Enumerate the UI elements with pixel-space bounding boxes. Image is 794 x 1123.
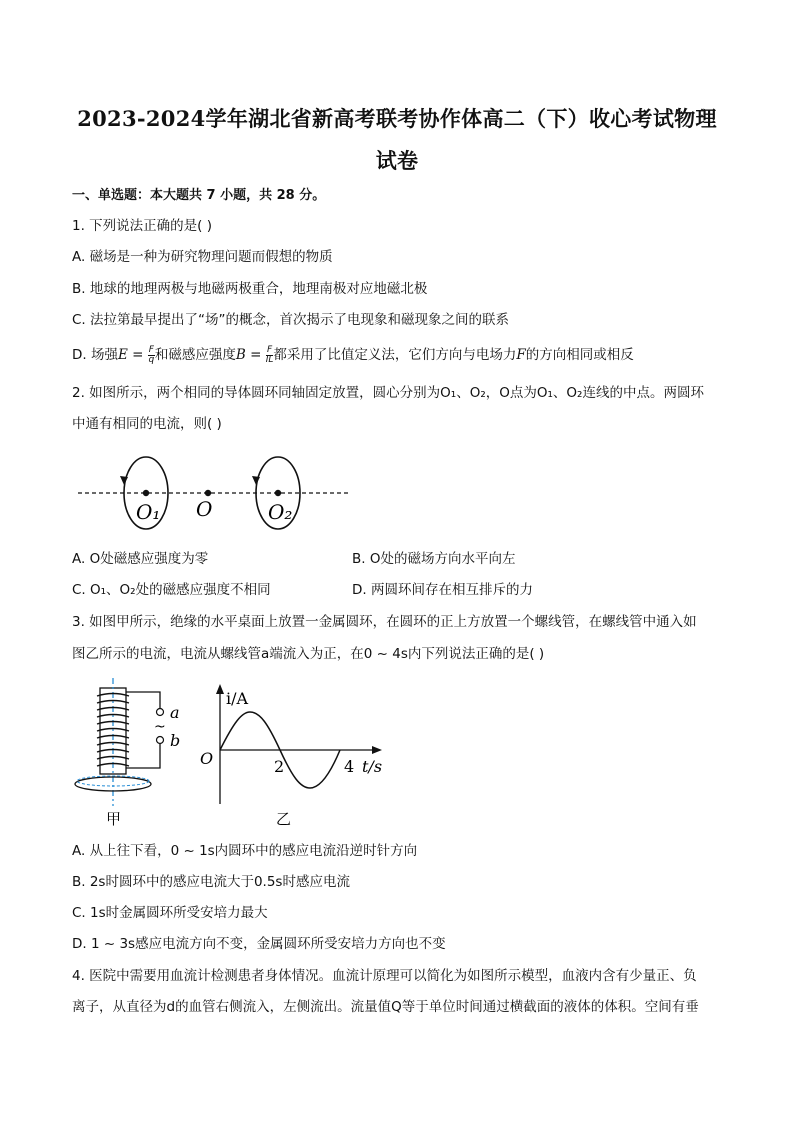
q1-d-e-symbol: E = bbox=[117, 347, 148, 363]
q1-d-e-denominator: q bbox=[148, 354, 155, 365]
q2-option-d: D. 两圆环间存在相互排斥的力 bbox=[352, 582, 533, 598]
q3-graph-tick-4: 4 bbox=[344, 757, 355, 776]
q4-stem-line2: 离子，从直径为d的血管右侧流入，左侧流出。流量值Q等于单位时间通过横截面的液体的体积。空间有垂 bbox=[72, 999, 699, 1015]
q3-stem-line2: 图乙所示的电流，电流从螺线管a端流入为正，在0 ~ 4s内下列说法正确的是( ) bbox=[72, 646, 545, 662]
q1-option-d bbox=[72, 345, 634, 365]
q3-terminal-a bbox=[157, 709, 164, 716]
q2-option-c: C. O₁、O₂处的磁感应强度不相同 bbox=[72, 582, 271, 598]
q1-option-b: B. 地球的地理两极与地磁两极重合，地理南极对应地磁北极 bbox=[72, 281, 428, 297]
q3-stem-line1: 3. 如图甲所示，绝缘的水平桌面上放置一金属圆环，在圆环的正上方放置一个螺线管，在螺线管中通入如 bbox=[72, 614, 697, 630]
q2-label-o: O bbox=[196, 497, 213, 521]
q2-option-a: A. O处磁感应强度为零 bbox=[72, 551, 209, 567]
q3-solenoid-figure-jia bbox=[70, 678, 200, 830]
q3-lead-wire-b bbox=[126, 744, 160, 768]
q1-d-prefix: D. 场强 bbox=[72, 347, 118, 363]
q2-ring-1-current-arrow-icon bbox=[120, 476, 128, 485]
q3-graph-xlabel: t/s bbox=[362, 757, 383, 776]
q1-d-b-denominator: IL bbox=[265, 354, 274, 365]
q3-label-b: b bbox=[170, 731, 181, 750]
q1-d-e-numerator: F bbox=[148, 344, 154, 355]
q1-option-a: A. 磁场是一种为研究物理问题而假想的物质 bbox=[72, 249, 333, 265]
q1-d-e-fraction bbox=[148, 346, 155, 365]
q2-midpoint-o-dot bbox=[205, 490, 211, 496]
q3-ac-source-tilde: ~ bbox=[154, 719, 166, 735]
q3-option-c: C. 1s时金属圆环所受安培力最大 bbox=[72, 905, 268, 921]
q3-current-graph-figure-yi bbox=[196, 684, 392, 832]
q2-stem-line1: 2. 如图所示，两个相同的导体圆环同轴固定放置，圆心分别为O₁、O₂，O点为O₁、O₂连线的中点。两圆环 bbox=[72, 385, 704, 401]
q1-d-post: 都采用了比值定义法，它们方向与电场力 bbox=[273, 347, 517, 363]
q1-stem: 1. 下列说法正确的是( ) bbox=[72, 218, 212, 234]
q3-terminal-b bbox=[157, 737, 164, 744]
page-title: 2023-2024学年湖北省新高考联考协作体高二（下）收心考试物理试卷 bbox=[77, 106, 717, 173]
q2-stem-line2: 中通有相同的电流，则( ) bbox=[72, 416, 222, 432]
q1-d-end: 的方向相同或相反 bbox=[525, 347, 634, 363]
q1-option-c: C. 法拉第最早提出了“场”的概念，首次揭示了电现象和磁现象之间的联系 bbox=[72, 312, 509, 328]
q3-caption-jia: 甲 bbox=[106, 810, 122, 828]
q2-coaxial-rings-figure bbox=[72, 450, 362, 540]
q4-stem-line1: 4. 医院中需要用血流计检测患者身体情况。血流计原理可以简化为如图所示模型，血液内含有少量正、负 bbox=[72, 968, 697, 984]
q1-d-f-symbol: F bbox=[516, 347, 526, 363]
q1-d-b-symbol: B = bbox=[235, 347, 266, 363]
q3-caption-yi: 乙 bbox=[276, 810, 292, 828]
q3-graph-y-arrow-icon bbox=[216, 684, 224, 694]
q3-option-d: D. 1 ~ 3s感应电流方向不变，金属圆环所受安培力方向也不变 bbox=[72, 936, 446, 952]
q2-center-o1-dot bbox=[143, 490, 149, 496]
q1-d-middle: 和磁感应强度 bbox=[154, 347, 236, 363]
section-heading-single-choice: 一、单选题：本大题共 7 小题，共 28 分。 bbox=[72, 188, 326, 203]
q3-graph-ylabel: i/A bbox=[226, 689, 249, 708]
q2-label-o1: O₁ bbox=[136, 500, 161, 524]
q3-option-b: B. 2s时圆环中的感应电流大于0.5s时感应电流 bbox=[72, 874, 350, 890]
q2-ring-2-current-arrow-icon bbox=[252, 476, 260, 485]
q2-label-o2: O₂ bbox=[268, 500, 293, 524]
q3-option-a: A. 从上往下看，0 ~ 1s内圆环中的感应电流沿逆时针方向 bbox=[72, 843, 418, 859]
q2-center-o2-dot bbox=[275, 490, 281, 496]
q3-graph-tick-2: 2 bbox=[274, 757, 285, 776]
q3-graph-origin: O bbox=[200, 749, 214, 768]
q1-d-b-numerator: F bbox=[266, 344, 273, 355]
q2-option-b: B. O处的磁场方向水平向左 bbox=[352, 551, 516, 567]
q3-graph-x-arrow-icon bbox=[372, 746, 382, 754]
q3-lead-wire-a bbox=[126, 692, 160, 708]
q3-label-a: a bbox=[170, 703, 180, 722]
